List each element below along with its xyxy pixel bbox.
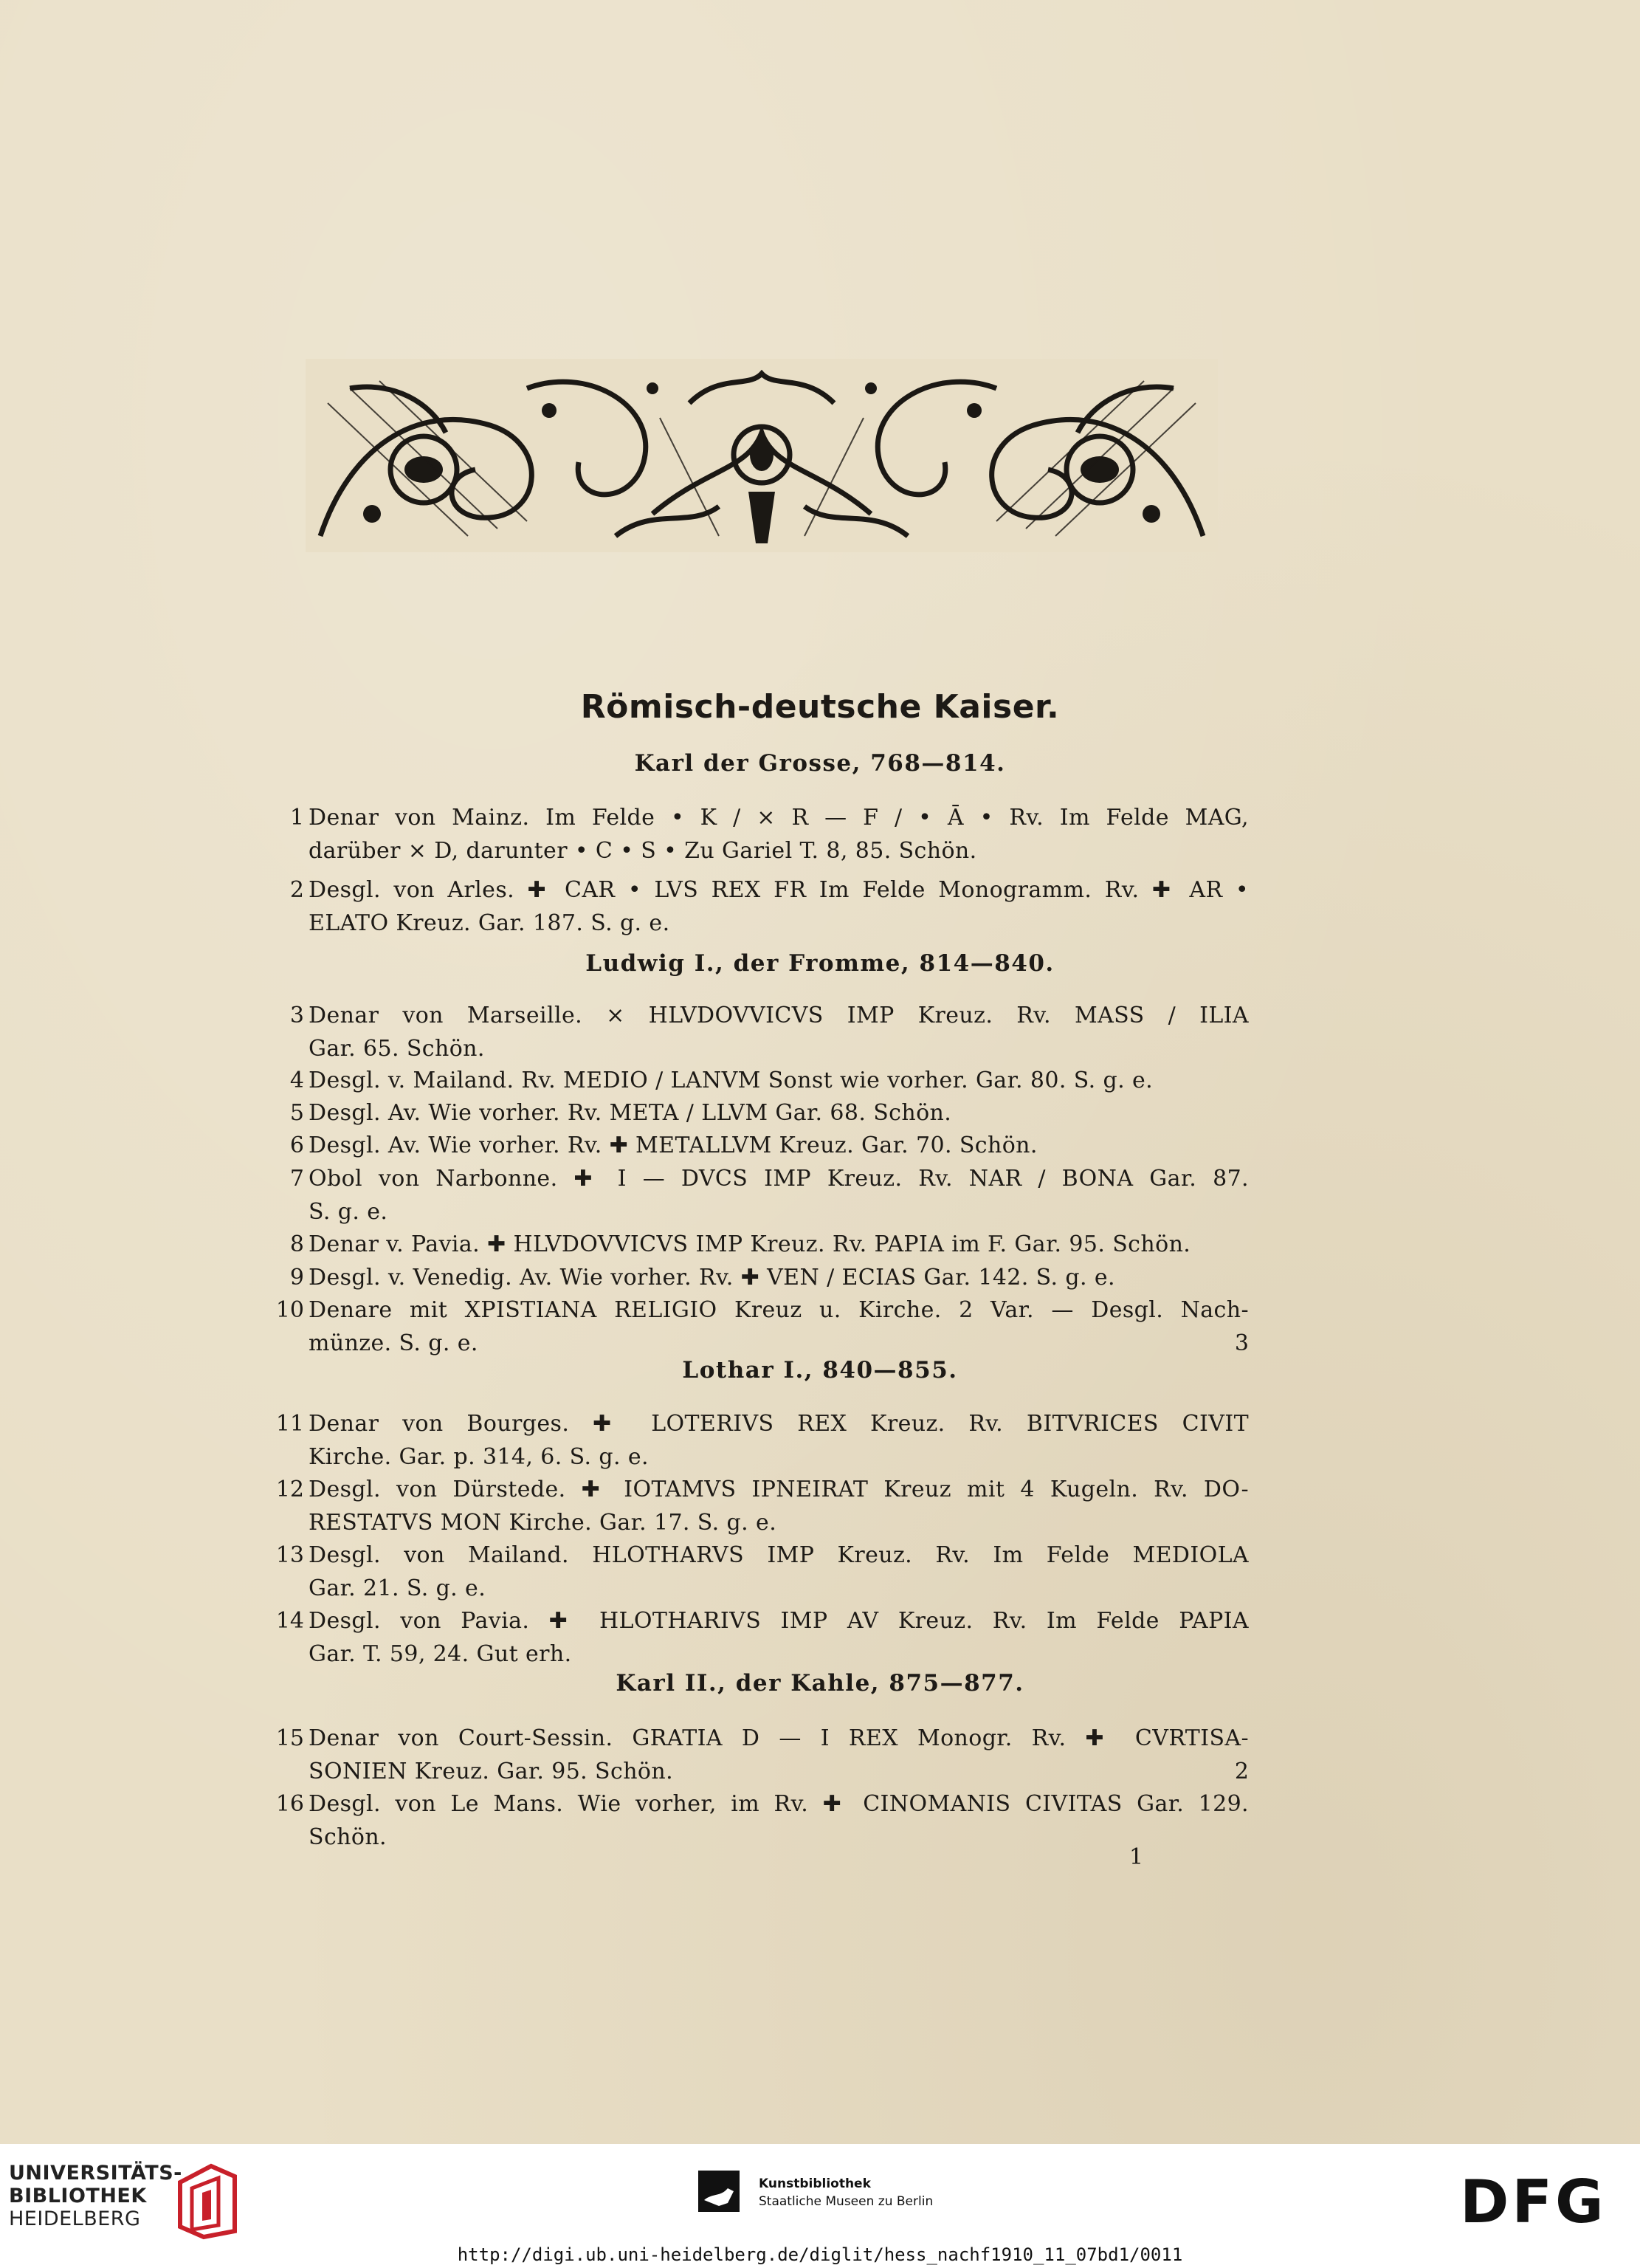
entry-text-line: RESTATVS MON Kirche. Gar. 17. S. g. e. [309, 1509, 777, 1536]
entry-text-line: Desgl. Av. Wie vorher. Rv. META / LLVM Gar. 68. Schön. [309, 1100, 952, 1126]
kunstbibliothek-subtitle: Staatliche Museen zu Berlin [759, 2194, 934, 2209]
entry-number: 14 [275, 1608, 304, 1634]
kunstbibliothek-name: Kunstbibliothek [759, 2176, 871, 2191]
entry-number: 6 [289, 1133, 304, 1158]
entry-text-line: Desgl. von Mailand. HLOTHARVS IMP Kreuz. Rv. Im Felde MEDIOLA [309, 1542, 1249, 1568]
entry-text-line: Denar v. Pavia. ✚ HLVDOVVICVS IMP Kreuz. Rv. PAPIA im F. Gar. 95. Schön. [309, 1231, 1191, 1257]
entry-number: 16 [275, 1791, 304, 1817]
entry-text-line: Desgl. von Pavia. ✚ HLOTHARIVS IMP AV Kreuz. Rv. Im Felde PAPIA [309, 1608, 1249, 1634]
entry-count: 2 [1234, 1758, 1249, 1784]
entry-text-line: Desgl. von Le Mans. Wie vorher, im Rv. ✚ CINOMANIS CIVITAS Gar. 129. [309, 1791, 1249, 1817]
entry-text-line: SONIEN Kreuz. Gar. 95. Schön. [309, 1758, 674, 1784]
entry-text-line: Kirche. Gar. p. 314, 6. S. g. e. [309, 1443, 649, 1470]
entry-number: 10 [275, 1297, 304, 1323]
page-number: 1 [1129, 1844, 1144, 1870]
entry-text-line: Desgl. v. Venedig. Av. Wie vorher. Rv. ✚ VEN / ECIAS Gar. 142. S. g. e. [309, 1265, 1115, 1291]
entry-text-line: Desgl. Av. Wie vorher. Rv. ✚ METALLVM Kreuz. Gar. 70. Schön. [309, 1133, 1038, 1158]
university-seal-icon [167, 2160, 241, 2241]
entry-count: 3 [1234, 1330, 1249, 1356]
entry-text-line: Denar von Mainz. Im Felde • K / × R — F / • Ā • Rv. Im Felde MAG, [309, 805, 1249, 831]
entry-text-line: Desgl. v. Mailand. Rv. MEDIO / LANVM Sonst wie vorher. Gar. 80. S. g. e. [309, 1068, 1154, 1093]
university-line-1: UNIVERSITÄTS- [9, 2162, 182, 2185]
entry-number: 9 [289, 1265, 304, 1291]
entry-number: 4 [289, 1068, 304, 1093]
entry-text-line: Denar von Court-Sessin. GRATIA D — I REX Monogr. Rv. ✚ CVRTISA- [309, 1725, 1249, 1751]
eagle-icon [698, 2171, 743, 2222]
entry-text-line: Desgl. von Arles. ✚ CAR • LVS REX FR Im Felde Monogramm. Rv. ✚ AR • [309, 877, 1249, 903]
section-heading: Karl II., der Kahle, 875—877. [616, 1670, 1024, 1697]
entry-text-line: münze. S. g. e. [309, 1330, 478, 1356]
section-heading: Karl der Grosse, 768—814. [634, 750, 1006, 777]
page-title: Römisch-deutsche Kaiser. [580, 688, 1060, 726]
entry-number: 2 [289, 877, 304, 903]
entry-text-line: Gar. 65. Schön. [309, 1035, 485, 1062]
entry-text-line: Obol von Narbonne. ✚ I — DVCS IMP Kreuz. Rv. NAR / BONA Gar. 87. [309, 1166, 1249, 1192]
section-heading: Lothar I., 840—855. [682, 1357, 958, 1384]
entry-number: 15 [275, 1725, 304, 1751]
footer [0, 2144, 1640, 2268]
entry-text-line: Desgl. von Dürstede. ✚ IOTAMVS IPNEIRAT Kreuz mit 4 Kugeln. Rv. DO- [309, 1477, 1249, 1502]
dfg-logo[interactable] [1460, 2172, 1615, 2231]
entry-text-line: Denar von Marseille. × HLVDOVVICVS IMP Kreuz. Rv. MASS / ILIA [309, 1003, 1249, 1028]
entry-number: 7 [289, 1166, 304, 1192]
entry-text-line: Gar. 21. S. g. e. [309, 1575, 486, 1601]
ornament-headpiece [306, 359, 1218, 552]
university-line-3: HEIDELBERG [9, 2207, 141, 2230]
entry-number: 8 [289, 1231, 304, 1257]
source-url[interactable]: http://digi.ub.uni-heidelberg.de/diglit/hess_nachf1910_11_07bd1/0011 [457, 2244, 1183, 2265]
section-heading: Ludwig I., der Fromme, 814—840. [585, 950, 1055, 977]
entry-number: 11 [275, 1411, 304, 1437]
entry-number: 1 [289, 805, 304, 831]
entry-text-line: Denar von Bourges. ✚ LOTERIVS REX Kreuz. Rv. BITVRICES CIVIT [309, 1411, 1249, 1437]
entry-text-line: Denare mit XPISTIANA RELIGIO Kreuz u. Kirche. 2 Var. — Desgl. Nach- [309, 1297, 1249, 1323]
entry-number: 12 [275, 1477, 304, 1502]
entry-number: 5 [289, 1100, 304, 1126]
dfg-logo-text: DFG [1460, 2172, 1607, 2231]
entry-text-line: ELATO Kreuz. Gar. 187. S. g. e. [309, 910, 670, 936]
entry-text-line: darüber × D, darunter • C • S • Zu Gariel T. 8, 85. Schön. [309, 837, 977, 864]
entry-number: 13 [275, 1542, 304, 1568]
kunstbibliothek-logo[interactable] [698, 2171, 1008, 2222]
entry-text-line: S. g. e. [309, 1198, 388, 1225]
university-library-logo[interactable] [9, 2160, 252, 2249]
entry-number: 3 [289, 1003, 304, 1028]
entry-text-line: Schön. [309, 1824, 387, 1850]
entry-text-line: Gar. T. 59, 24. Gut erh. [309, 1640, 572, 1667]
university-line-2: BIBLIOTHEK [9, 2185, 147, 2207]
